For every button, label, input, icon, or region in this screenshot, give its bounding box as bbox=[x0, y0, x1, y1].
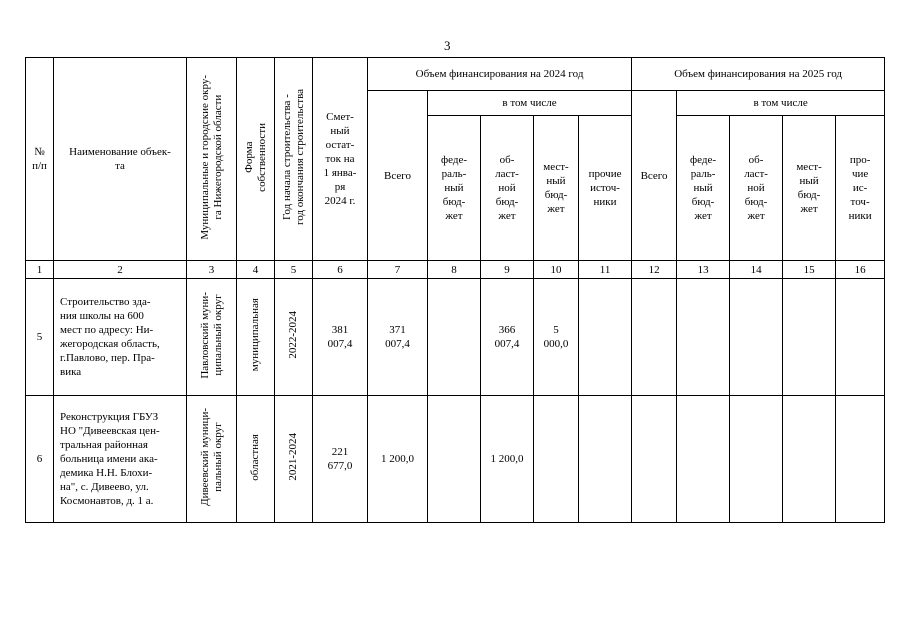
federal-2025 bbox=[677, 279, 730, 396]
header-funding-2024: Объем финансирования на 2024 год bbox=[368, 58, 632, 91]
ownership-form: областная bbox=[237, 396, 275, 523]
table-row bbox=[26, 279, 885, 396]
regional-2024: 1 200,0 bbox=[481, 396, 534, 523]
federal-2025 bbox=[677, 396, 730, 523]
page-number: 3 bbox=[444, 38, 451, 53]
header-construction-years: Год начала строительства - год окончания строительства bbox=[275, 58, 313, 261]
estimate-balance: 221 677,0 bbox=[313, 396, 368, 523]
local-2025 bbox=[783, 279, 836, 396]
header-regional-2025: об- ласт- ной бюд- жет bbox=[730, 116, 783, 261]
header-other-2024: прочие источ- ники bbox=[579, 116, 632, 261]
header-including-2025: в том числе bbox=[677, 91, 885, 116]
header-municipality: Муниципальные и городские окру- га Нижегородской области bbox=[187, 58, 237, 261]
header-federal-2024: феде- раль- ный бюд- жет bbox=[428, 116, 481, 261]
column-number: 6 bbox=[313, 261, 368, 279]
column-number: 16 bbox=[836, 261, 885, 279]
column-number: 7 bbox=[368, 261, 428, 279]
municipality: Дивеевский муници- пальный округ bbox=[187, 396, 237, 523]
column-number: 12 bbox=[632, 261, 677, 279]
column-number: 4 bbox=[237, 261, 275, 279]
object-name: Строительство зда- ния школы на 600 мест по адресу: Ни- жегородская область, г.Павлово, пер. Пра- вика bbox=[54, 279, 187, 396]
header-regional-2024: об- ласт- ной бюд- жет bbox=[481, 116, 534, 261]
local-2024 bbox=[534, 396, 579, 523]
header-total-2025: Всего bbox=[632, 91, 677, 261]
construction-years: 2022-2024 bbox=[275, 279, 313, 396]
other-2025 bbox=[836, 396, 885, 523]
total-2025 bbox=[632, 396, 677, 523]
header-object-name: Наименование объек- та bbox=[54, 58, 187, 261]
row-num: 5 bbox=[26, 279, 54, 396]
total-2024: 1 200,0 bbox=[368, 396, 428, 523]
column-number: 1 bbox=[26, 261, 54, 279]
column-number: 14 bbox=[730, 261, 783, 279]
column-number: 13 bbox=[677, 261, 730, 279]
column-number: 9 bbox=[481, 261, 534, 279]
other-2024 bbox=[579, 279, 632, 396]
object-name: Реконструкция ГБУЗ НО "Дивеевская цен- тральная районная больница имени ака- демика Н.Н. Блохи- на", с. Дивеево, ул. Космонавтов, д. 1 а. bbox=[54, 396, 187, 523]
construction-years: 2021-2024 bbox=[275, 396, 313, 523]
total-2025 bbox=[632, 279, 677, 396]
regional-2024: 366 007,4 bbox=[481, 279, 534, 396]
column-numbers-row bbox=[26, 261, 885, 279]
header-estimate-balance: Смет- ный остат- ток на 1 янва- ря 2024 г. bbox=[313, 58, 368, 261]
local-2025 bbox=[783, 396, 836, 523]
header-ownership: Форма собственности bbox=[237, 58, 275, 261]
local-2024: 5 000,0 bbox=[534, 279, 579, 396]
column-number: 8 bbox=[428, 261, 481, 279]
header-num: № п/п bbox=[26, 58, 54, 261]
municipality: Павловский муни- ципальный округ bbox=[187, 279, 237, 396]
column-number: 10 bbox=[534, 261, 579, 279]
column-number: 5 bbox=[275, 261, 313, 279]
header-federal-2025: феде- раль- ный бюд- жет bbox=[677, 116, 730, 261]
header-local-2024: мест- ный бюд- жет bbox=[534, 116, 579, 261]
header-local-2025: мест- ный бюд- жет bbox=[783, 116, 836, 261]
header-funding-2025: Объем финансирования на 2025 год bbox=[632, 58, 885, 91]
regional-2025 bbox=[730, 279, 783, 396]
total-2024: 371 007,4 bbox=[368, 279, 428, 396]
column-number: 3 bbox=[187, 261, 237, 279]
table-row bbox=[26, 396, 885, 523]
column-number: 15 bbox=[783, 261, 836, 279]
column-number: 2 bbox=[54, 261, 187, 279]
other-2025 bbox=[836, 279, 885, 396]
header-other-2025: про- чие ис- точ- ники bbox=[836, 116, 885, 261]
column-number: 11 bbox=[579, 261, 632, 279]
header-including-2024: в том числе bbox=[428, 91, 632, 116]
ownership-form: муниципальная bbox=[237, 279, 275, 396]
regional-2025 bbox=[730, 396, 783, 523]
financing-table bbox=[25, 57, 885, 523]
other-2024 bbox=[579, 396, 632, 523]
federal-2024 bbox=[428, 396, 481, 523]
federal-2024 bbox=[428, 279, 481, 396]
header-total-2024: Всего bbox=[368, 91, 428, 261]
row-num: 6 bbox=[26, 396, 54, 523]
estimate-balance: 381 007,4 bbox=[313, 279, 368, 396]
